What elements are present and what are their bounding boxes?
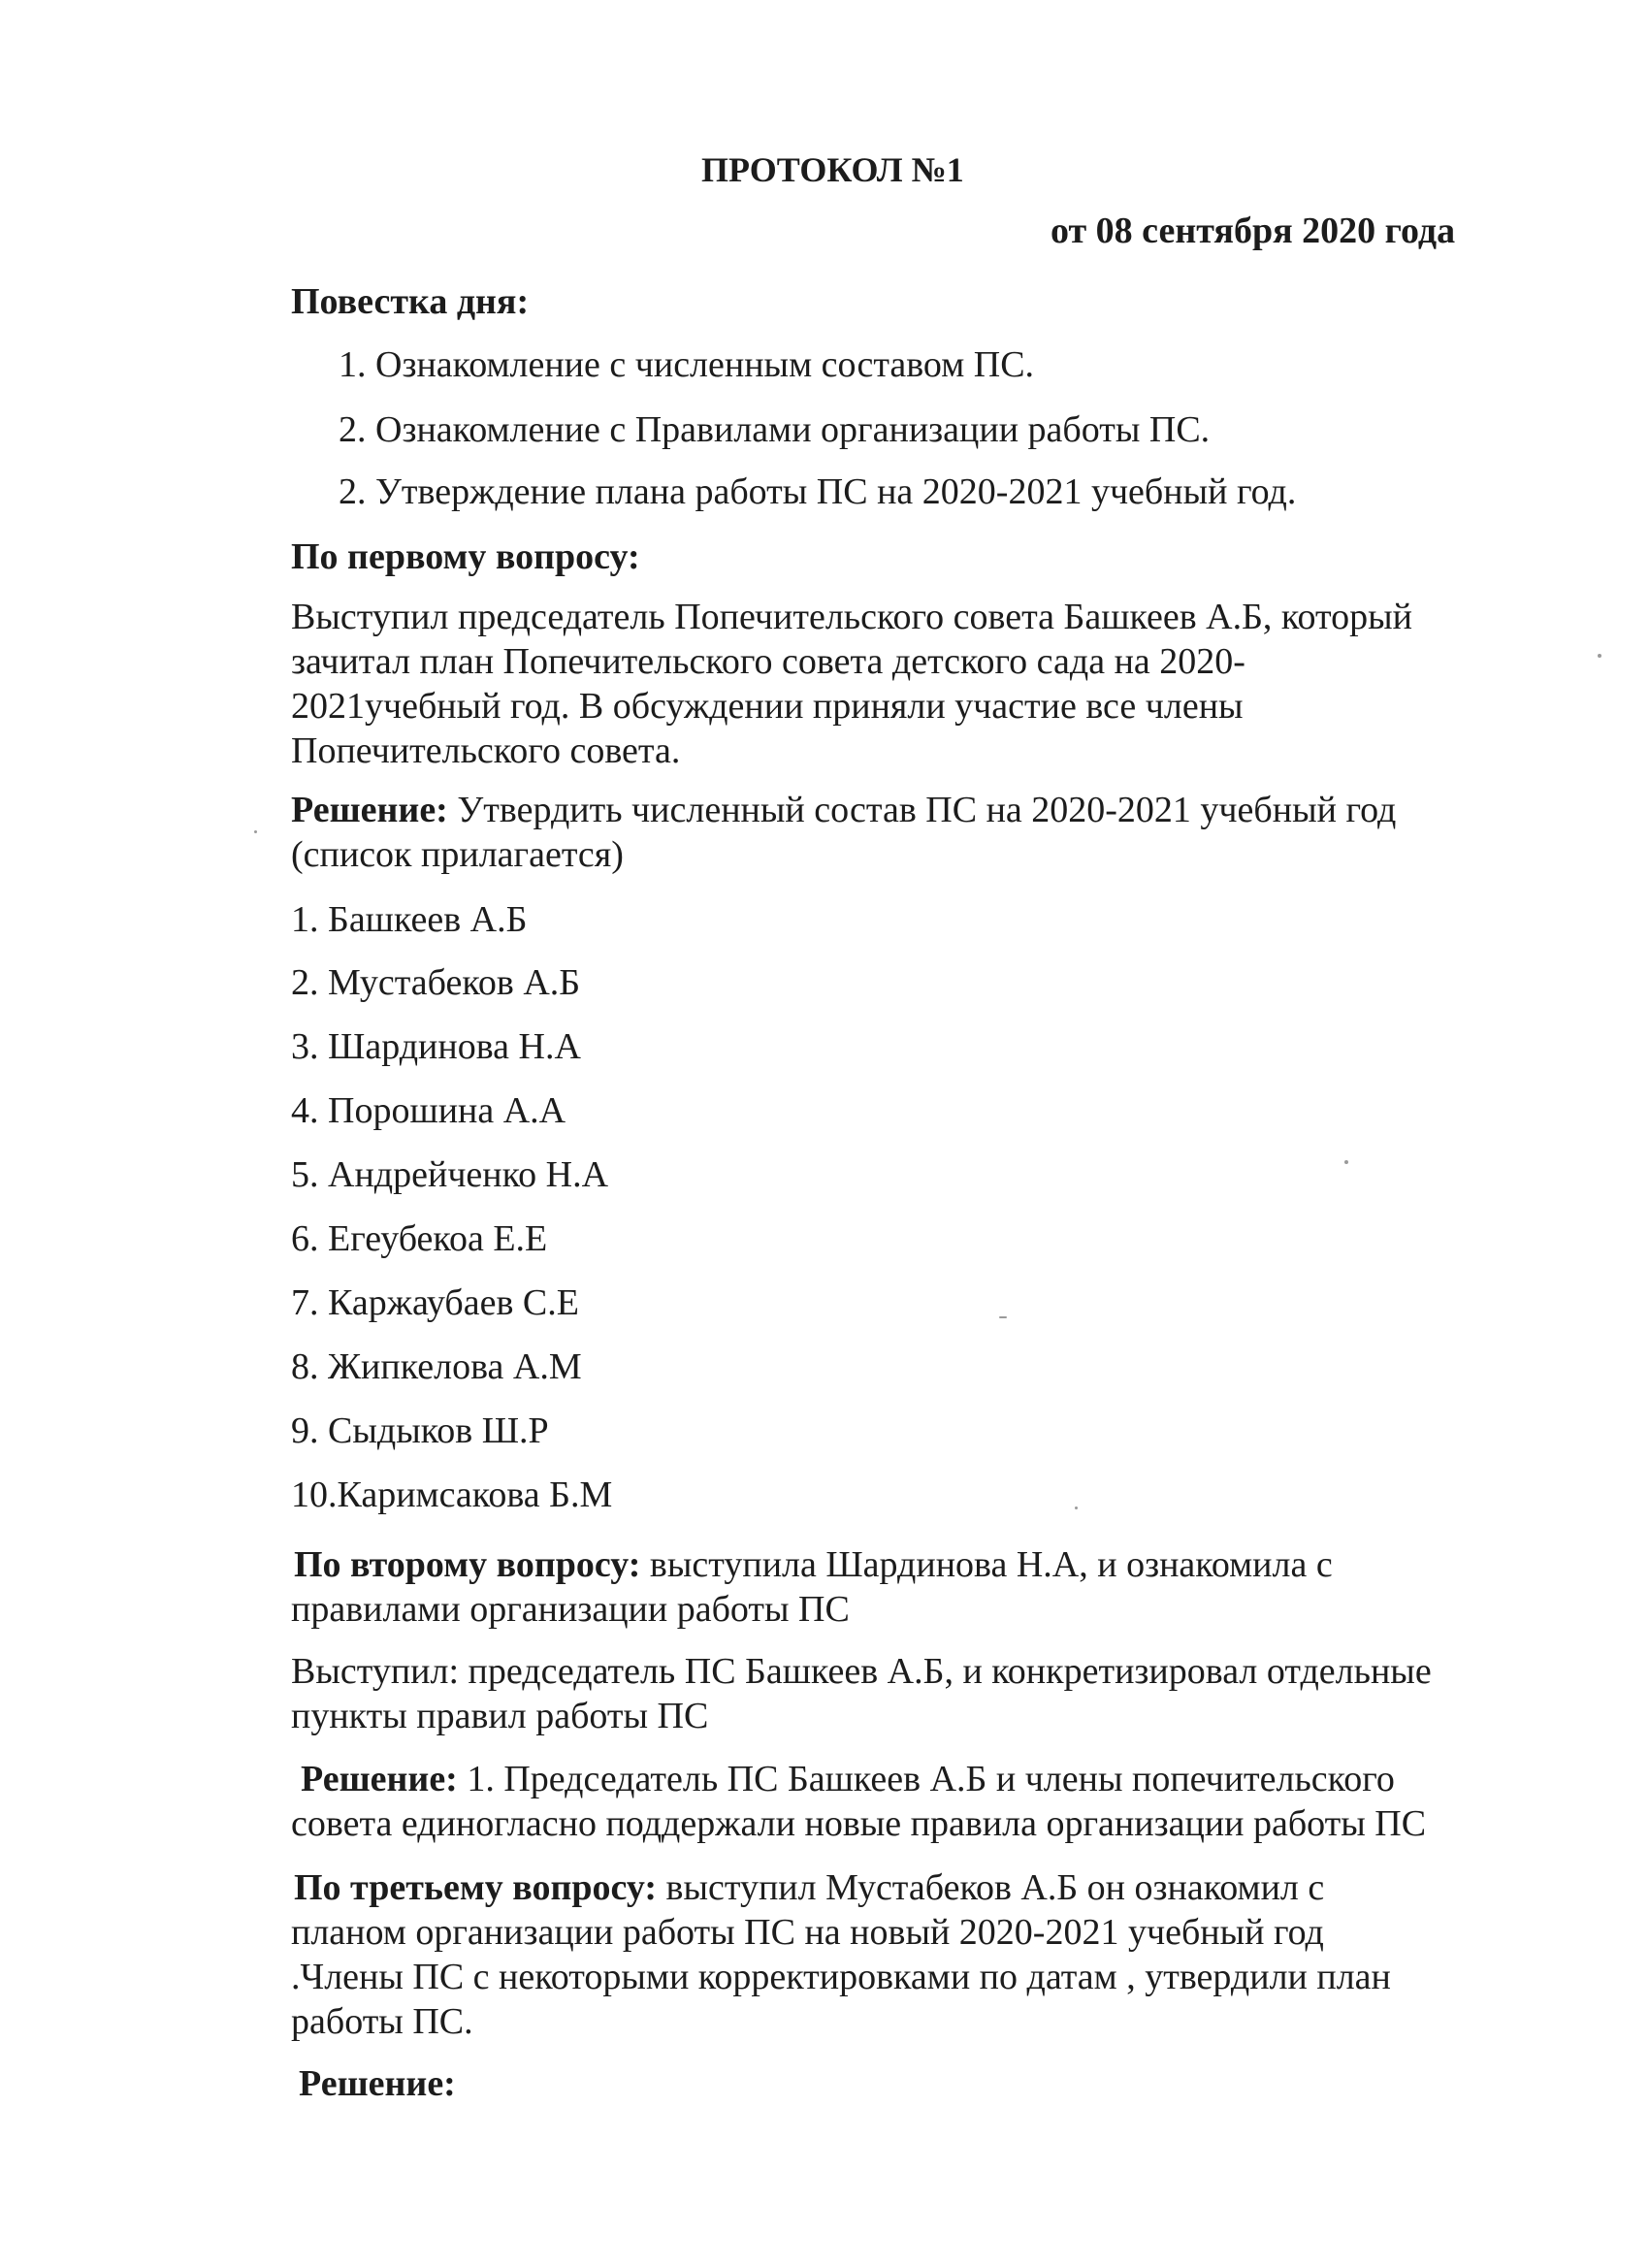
member-list-item: 5. Андрейченко Н.А	[291, 1154, 609, 1195]
member-list-item: 1. Башкеев А.Б	[291, 899, 528, 940]
member-list-item: 6. Егеубекоа Е.Е	[291, 1218, 548, 1259]
third-question-text: .Члены ПС с некоторыми корректировками по датам , утвердили план	[291, 1957, 1391, 1997]
first-question-decision	[291, 788, 1396, 832]
first-question-text: Выступил председатель Попечительского совета Башкеев А.Б, который	[291, 597, 1412, 637]
second-question-speech: Выступил: председатель ПС Башкеев А.Б, и конкретизировал отдельные	[291, 1651, 1432, 1692]
agenda-item: 1. Ознакомление с численным составом ПС.	[339, 344, 1035, 385]
third-question	[294, 1865, 1324, 1910]
third-question-text: планом организации работы ПС на новый 2020-2021 учебный год	[291, 1912, 1324, 1953]
agenda-item: 2. Утверждение плана работы ПС на 2020-2021 учебный год.	[339, 471, 1297, 512]
third-question-text: выступил Мустабеков А.Б он ознакомил с	[657, 1867, 1325, 1908]
scan-speck	[1075, 1507, 1078, 1509]
agenda-item: 2. Ознакомление с Правилами организации работы ПС.	[339, 409, 1211, 450]
first-question-heading: По первому вопросу:	[291, 536, 640, 577]
member-list-item: 2. Мустабеков А.Б	[291, 962, 581, 1003]
third-question-heading: По третьему вопросу:	[294, 1867, 658, 1908]
member-list-item: 9. Сыдыков Ш.Р	[291, 1410, 549, 1451]
second-question-speech: пункты правил работы ПС	[291, 1696, 709, 1736]
decision-text: Утвердить численный состав ПС на 2020-2021 учебный год	[447, 790, 1397, 830]
scan-speck	[1344, 1160, 1348, 1164]
decision-text: 1. Председатель ПС Башкеев А.Б и члены попечительского	[457, 1759, 1395, 1799]
member-list-item: 4. Порошина А.А	[291, 1090, 566, 1131]
scan-speck	[1598, 654, 1601, 658]
document-date: от 08 сентября 2020 года	[1051, 211, 1456, 251]
first-question-decision-text: (список прилагается)	[291, 834, 624, 875]
second-question	[294, 1542, 1333, 1587]
second-question-decision	[301, 1757, 1395, 1801]
document-title: ПРОТОКОЛ №1	[701, 150, 964, 189]
member-list-item: 7. Каржаубаев С.Е	[291, 1282, 579, 1323]
decision-label: Решение:	[301, 1759, 458, 1799]
third-question-decision-label: Решение:	[299, 2063, 456, 2104]
second-question-text: правилами организации работы ПС	[291, 1589, 850, 1630]
scan-speck	[254, 830, 257, 833]
second-question-text: выступила Шардинова Н.А, и ознакомила с	[640, 1544, 1333, 1585]
member-list-item: 3. Шардинова Н.А	[291, 1026, 581, 1067]
third-question-text: работы ПС.	[291, 2001, 473, 2042]
decision-label: Решение:	[291, 790, 448, 830]
second-question-heading: По второму вопросу:	[294, 1544, 641, 1585]
first-question-text: 2021учебный год. В обсуждении приняли участие все члены	[291, 686, 1244, 727]
agenda-heading: Повестка дня:	[291, 281, 530, 322]
first-question-text: Попечительского совета.	[291, 730, 681, 771]
scan-speck	[999, 1316, 1007, 1318]
member-list-item: 8. Жипкелова А.М	[291, 1346, 582, 1387]
first-question-text: зачитал план Попечительского совета детского сада на 2020-	[291, 641, 1245, 682]
member-list-item: 10.Каримсакова Б.М	[291, 1474, 613, 1515]
second-question-decision-text: совета единогласно поддержали новые правила организации работы ПС	[291, 1803, 1427, 1844]
